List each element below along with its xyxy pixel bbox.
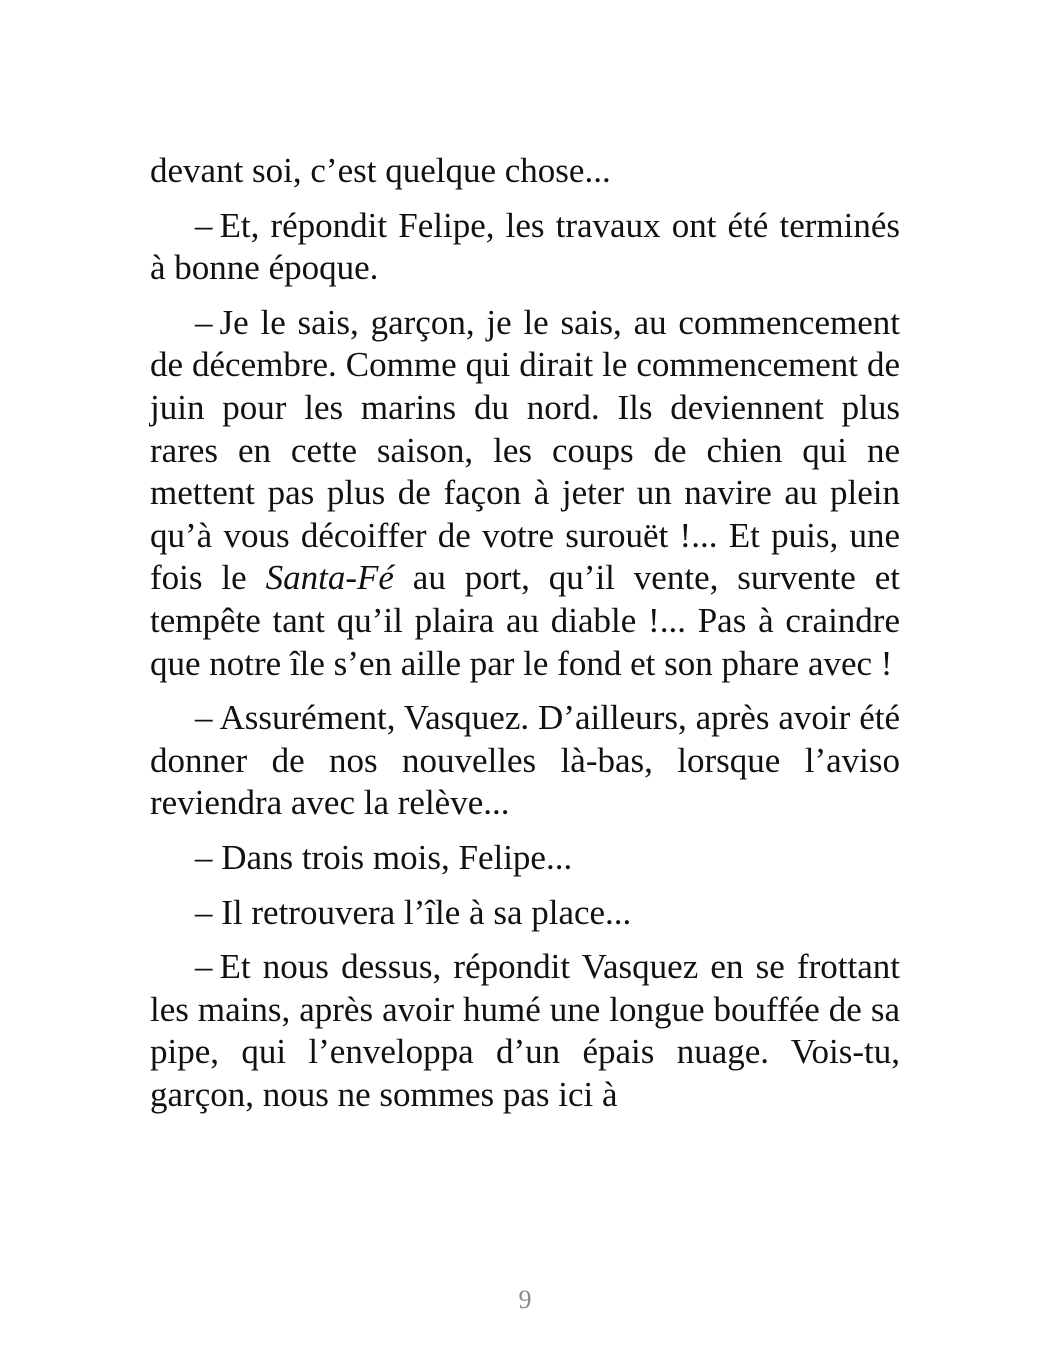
paragraph-1: devant soi, c’est quelque chose... <box>150 151 611 190</box>
ship-name: Santa-Fé <box>265 558 394 598</box>
page-number: 9 <box>518 1285 532 1314</box>
paragraph-2: – Et, répondit Felipe, les travaux ont été terminés à bonne époque. <box>150 205 900 288</box>
page-text <box>150 150 900 1128</box>
paragraph-7: – Et nous dessus, répondit Vasquez en se frottant les mains, après avoir humé une longue bouffée de sa pipe, qui l’enveloppa d’un épais nuage. Vois-tu, garçon, nous ne sommes pas ici à <box>150 947 900 1114</box>
paragraph-6: – Il retrouvera l’île à sa place... <box>195 892 632 932</box>
paragraph-3-part-1: – Je le sais, garçon, je le sais, au commencement de décembre. Comme qui dirait le commencement de juin pour les marins du nord. Ils deviennent plus rares en cette saison, les coups de chien qui ne mettent pas plus de façon à jeter un navire au plein qu’à vous décoiffer de votre surouët !... Et puis, une fois le <box>150 302 900 598</box>
paragraph-3-part-2: au port, qu’il vente, survente et tempête tant qu’il plaira au diable !... Pas à craindre que notre île s’en aille par le fond et son phare avec ! <box>150 558 901 683</box>
paragraph-5: – Dans trois mois, Felipe... <box>195 837 573 877</box>
paragraph-3 <box>150 302 900 685</box>
paragraph-4: – Assurément, Vasquez. D’ailleurs, après avoir été donner de nos nouvelles là-bas, lorsque l’aviso reviendra avec la relève... <box>150 698 900 823</box>
